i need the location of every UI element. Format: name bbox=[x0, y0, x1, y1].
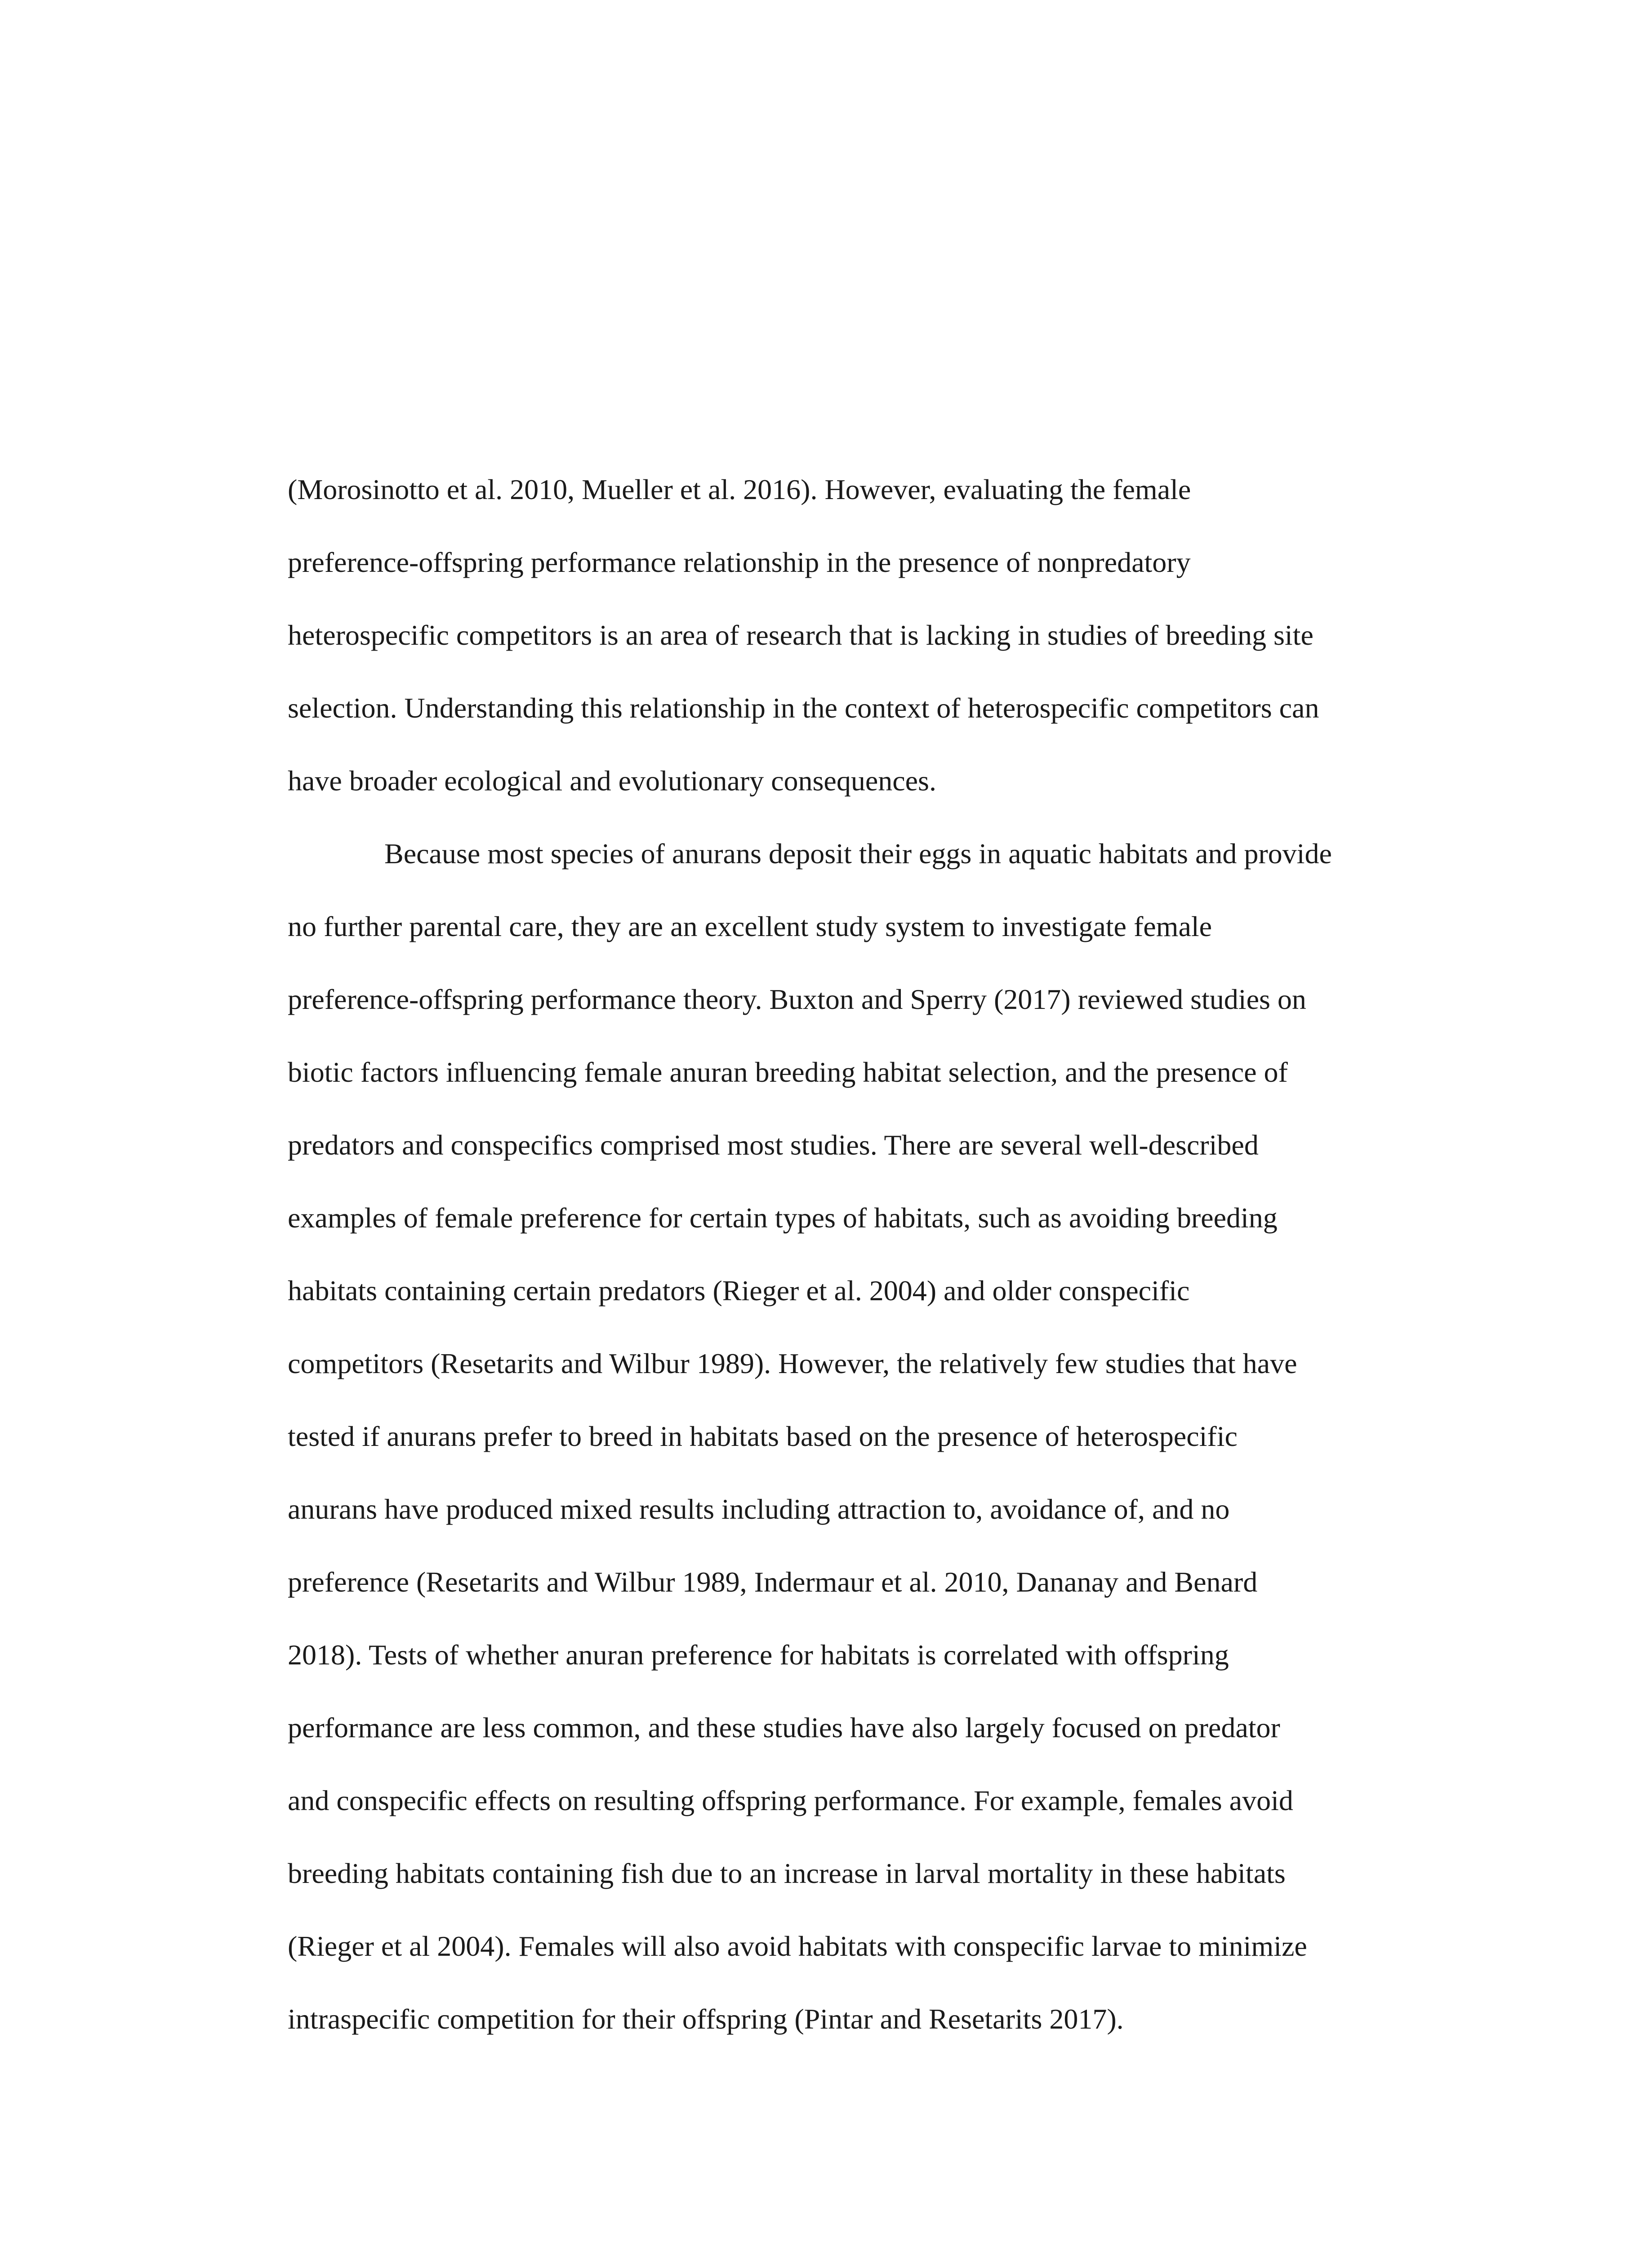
text-line: preference (Resetarits and Wilbur 1989, Indermaur et al. 2010, Dananay and Benard bbox=[288, 1566, 1258, 1598]
text-line: predators and conspecifics comprised most studies. There are several well-described bbox=[288, 1129, 1259, 1161]
text-line: (Rieger et al 2004). Females will also avoid habitats with conspecific larvae to minimize bbox=[288, 1930, 1307, 1962]
text-line: intraspecific competition for their offspring (Pintar and Resetarits 2017). bbox=[288, 2003, 1124, 2035]
text-line: performance are less common, and these studies have also largely focused on predator bbox=[288, 1712, 1280, 1744]
text-line: 2018). Tests of whether anuran preference for habitats is correlated with offspring bbox=[288, 1639, 1229, 1671]
text-line: anurans have produced mixed results including attraction to, avoidance of, and no bbox=[288, 1493, 1230, 1525]
text-line: and conspecific effects on resulting offspring performance. For example, females avoid bbox=[288, 1784, 1293, 1816]
text-line: biotic factors influencing female anuran breeding habitat selection, and the presence of bbox=[288, 1056, 1288, 1088]
text-line: breeding habitats containing fish due to an increase in larval mortality in these habitats bbox=[288, 1857, 1286, 1889]
text-line: have broader ecological and evolutionary consequences. bbox=[288, 765, 936, 797]
text-line: no further parental care, they are an excellent study system to investigate female bbox=[288, 910, 1212, 942]
text-line: preference-offspring performance relationship in the presence of nonpredatory bbox=[288, 546, 1191, 578]
text-line: selection. Understanding this relationship in the context of heterospecific competitors can bbox=[288, 692, 1319, 724]
paragraph-first-line: Because most species of anurans deposit their eggs in aquatic habitats and provide bbox=[384, 838, 1332, 870]
body-text bbox=[288, 453, 1438, 2056]
text-line: habitats containing certain predators (Rieger et al. 2004) and older conspecific bbox=[288, 1275, 1190, 1307]
text-line: heterospecific competitors is an area of research that is lacking in studies of breeding site bbox=[288, 619, 1314, 651]
text-line: tested if anurans prefer to breed in habitats based on the presence of heterospecific bbox=[288, 1420, 1238, 1452]
text-line: preference-offspring performance theory. Buxton and Sperry (2017) reviewed studies on bbox=[288, 983, 1306, 1015]
text-line: examples of female preference for certain types of habitats, such as avoiding breeding bbox=[288, 1202, 1278, 1234]
text-line: competitors (Resetarits and Wilbur 1989). However, the relatively few studies that have bbox=[288, 1347, 1297, 1379]
text-line: (Morosinotto et al. 2010, Mueller et al. 2016). However, evaluating the female bbox=[288, 473, 1191, 505]
